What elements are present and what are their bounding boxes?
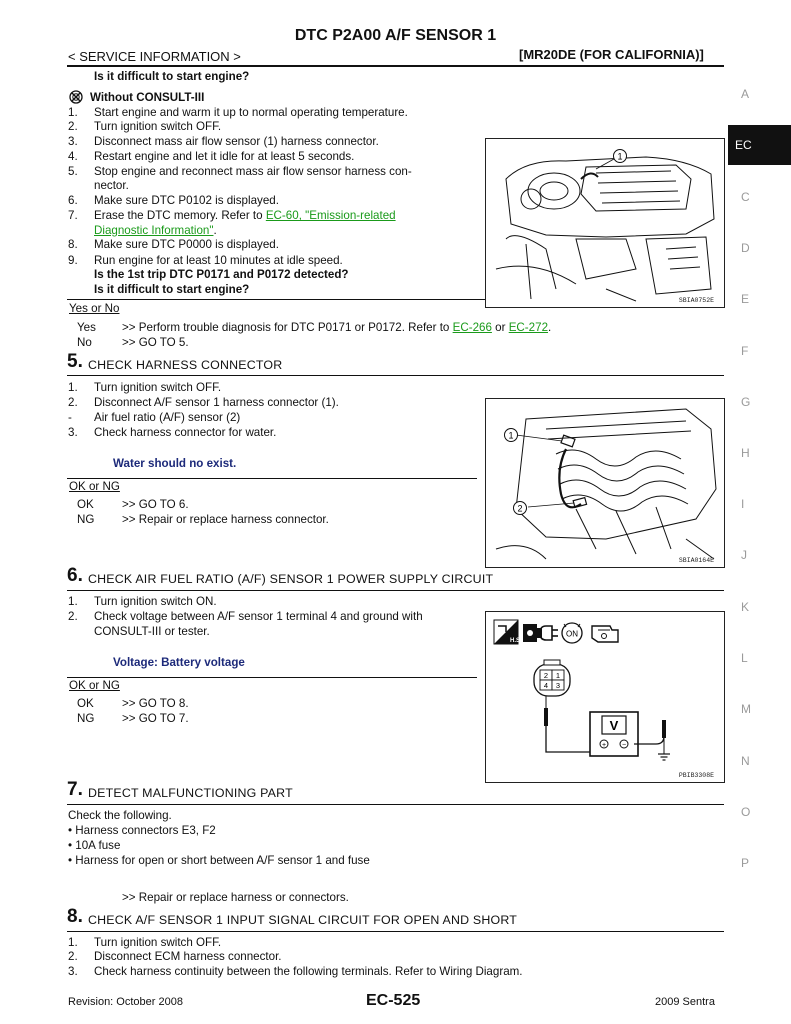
- sidebar-letter-p[interactable]: P: [741, 856, 750, 870]
- sidebar-letter-i[interactable]: I: [741, 497, 745, 511]
- step6-ng-label: NG: [77, 712, 95, 725]
- step6-title: CHECK AIR FUEL RATIO (A/F) SENSOR 1 POWER SUPPLY CIRCUIT: [88, 572, 494, 586]
- link-ec-60[interactable]: EC-60, "Emission-related: [265, 209, 396, 222]
- intro-step-2: 2. Turn ignition switch OFF.: [68, 120, 222, 133]
- svg-text:4: 4: [543, 681, 549, 690]
- figure-code: SBIA0752E: [678, 297, 714, 304]
- sidebar-letter-g[interactable]: G: [741, 395, 751, 409]
- sidebar-letter-o[interactable]: O: [741, 805, 751, 819]
- model-label: [MR20DE (FOR CALIFORNIA)]: [519, 47, 704, 62]
- sidebar-letter-n[interactable]: N: [741, 754, 750, 768]
- step5-line-3: - Air fuel ratio (A/F) sensor (2): [68, 411, 241, 424]
- header-rule: [67, 65, 724, 67]
- step6-line-2: 2. Check voltage between A/F sensor 1 terminal 4 and ground with: [68, 610, 423, 623]
- step8-line-1: 1. Turn ignition switch OFF.: [68, 936, 222, 949]
- sidebar-letter-a[interactable]: A: [741, 87, 750, 101]
- intro-step-8: 8. Make sure DTC P0000 is displayed.: [68, 238, 279, 251]
- ground-symbol: [658, 754, 670, 760]
- svg-text:2: 2: [543, 671, 549, 680]
- link-ec-272[interactable]: EC-272: [508, 321, 549, 334]
- figure-code: PBIB3308E: [678, 772, 714, 779]
- sidebar-letter-l[interactable]: L: [741, 651, 748, 665]
- step7-intro: Check the following.: [68, 809, 172, 822]
- step6-ng-result: >> GO TO 7.: [122, 712, 189, 725]
- step5-result-header: OK or NG: [69, 480, 120, 493]
- engine-bay-illustration: [486, 139, 724, 307]
- step5-line-1: 1. Turn ignition switch OFF.: [68, 381, 222, 394]
- step8-rule: [67, 931, 724, 932]
- link-ec-60-cont[interactable]: Diagnostic Information": [94, 224, 214, 237]
- intro-step-1: 1. Start engine and warm it up to normal operating temperature.: [68, 106, 408, 119]
- no-result: >> GO TO 5.: [122, 336, 189, 349]
- step6-line-3: CONSULT-III or tester.: [94, 625, 210, 638]
- sidebar-letter-e[interactable]: E: [741, 292, 750, 306]
- svg-text:−: −: [621, 741, 627, 749]
- step5-title: CHECK HARNESS CONNECTOR: [88, 358, 283, 372]
- sidebar-letter-c[interactable]: C: [741, 190, 750, 204]
- step8-line-3: 3. Check harness continuity between the following terminals. Refer to Wiring Diagram.: [68, 965, 523, 978]
- step8-line-2: 2. Disconnect ECM harness connector.: [68, 950, 282, 963]
- step8-title: CHECK A/F SENSOR 1 INPUT SIGNAL CIRCUIT FOR OPEN AND SHORT: [88, 913, 518, 927]
- intro-q2: Is it difficult to start engine?: [94, 283, 250, 296]
- intro-step-4: 4. Restart engine and let it idle for at least 5 seconds.: [68, 150, 355, 163]
- step5-ng-result: >> Repair or replace harness connector.: [122, 513, 329, 526]
- manifold-illustration: [486, 399, 724, 567]
- step5-ok-label: OK: [77, 498, 94, 511]
- sidebar-tab-ec-label: EC: [735, 138, 752, 152]
- intro-question: Is it difficult to start engine?: [94, 70, 250, 83]
- engine-icon: [592, 626, 618, 642]
- sidebar-letter-j[interactable]: J: [741, 548, 747, 562]
- callout-1: 1: [617, 151, 623, 162]
- step6-spec: Voltage: Battery voltage: [113, 656, 245, 669]
- figure-code: SBIA0164E: [678, 557, 714, 564]
- svg-text:V: V: [609, 718, 619, 733]
- sidebar-letter-d[interactable]: D: [741, 241, 750, 255]
- plug-icon: [540, 626, 558, 640]
- sidebar-letter-f[interactable]: F: [741, 344, 749, 358]
- svg-text:1: 1: [555, 671, 561, 680]
- step6-rule: [67, 590, 724, 591]
- step7-rule: [67, 804, 724, 805]
- callout-2: 2: [517, 503, 523, 514]
- sidebar-letter-k[interactable]: K: [741, 600, 750, 614]
- step6-ok-result: >> GO TO 8.: [122, 697, 189, 710]
- step6-result-header: OK or NG: [69, 679, 120, 692]
- svg-text:3: 3: [555, 681, 561, 690]
- step8-number: 8.: [67, 906, 83, 927]
- yes-no-header: Yes or No: [69, 302, 120, 315]
- intro-q1: Is the 1st trip DTC P0171 and P0172 detected?: [94, 268, 349, 281]
- connector-icon: [523, 624, 542, 642]
- step5-rule: [67, 375, 724, 376]
- step5-ng-label: NG: [77, 513, 95, 526]
- step7-bullet-1: • Harness connectors E3, F2: [68, 824, 216, 837]
- step7-bullet-3: • Harness for open or short between A/F sensor 1 and fuse: [68, 854, 370, 867]
- step7-result: >> Repair or replace harness or connectors.: [122, 891, 349, 904]
- intro-step-5: 5. Stop engine and reconnect mass air flow sensor harness con-: [68, 165, 412, 178]
- voltmeter: [590, 712, 638, 756]
- hs-connector-icon: [494, 620, 522, 644]
- section-label: < SERVICE INFORMATION >: [68, 49, 241, 64]
- step5-number: 5.: [67, 351, 83, 372]
- figure-af-sensor-connector: [485, 398, 725, 568]
- intro-step-9: 9. Run engine for at least 10 minutes at idle speed.: [68, 254, 343, 267]
- svg-text:ON: ON: [566, 629, 578, 639]
- step5-ok-result: >> GO TO 6.: [122, 498, 189, 511]
- intro-step-3: 3. Disconnect mass air flow sensor (1) harness connector.: [68, 135, 379, 148]
- svg-text:+: +: [601, 742, 607, 749]
- voltage-test-diagram: [486, 612, 724, 782]
- footer-page-number: EC-525: [366, 992, 421, 1009]
- step6-ok-label: OK: [77, 697, 94, 710]
- figure-voltage-test: [485, 611, 725, 783]
- step6-line-1: 1. Turn ignition switch ON.: [68, 595, 217, 608]
- step6-number: 6.: [67, 565, 83, 586]
- svg-text:H.S.: H.S.: [510, 638, 522, 644]
- yes-result: >> Perform trouble diagnosis for DTC P0171 or P0172. Refer to EC-266 or EC-272.: [122, 321, 552, 334]
- sidebar-letter-m[interactable]: M: [741, 702, 751, 716]
- figure-maf-sensor: [485, 138, 725, 308]
- step7-number: 7.: [67, 779, 83, 800]
- step6-result-rule: [67, 677, 477, 678]
- intro-step-7: 7. Erase the DTC memory. Refer to EC-60, "Emission-related: [68, 209, 396, 222]
- intro-step-6: 6. Make sure DTC P0102 is displayed.: [68, 194, 279, 207]
- step5-line-4: 3. Check harness connector for water.: [68, 426, 277, 439]
- page-title: DTC P2A00 A/F SENSOR 1: [294, 27, 497, 44]
- ignition-on-icon: [562, 623, 582, 643]
- sidebar-letter-h[interactable]: H: [741, 446, 750, 460]
- callout-1: 1: [508, 430, 514, 441]
- link-ec-266[interactable]: EC-266: [452, 321, 492, 334]
- sensor-connector: [534, 660, 570, 696]
- step5-line-2: 2. Disconnect A/F sensor 1 harness connector (1).: [68, 396, 339, 409]
- intro-step-5-cont: nector.: [94, 179, 129, 192]
- no-label: No: [77, 336, 92, 349]
- step5-result-rule: [67, 478, 477, 479]
- yes-label: Yes: [77, 321, 96, 334]
- step7-title: DETECT MALFUNCTIONING PART: [88, 786, 293, 800]
- intro-step-7-cont: Diagnostic Information".: [94, 224, 217, 237]
- step7-bullet-2: • 10A fuse: [68, 839, 121, 852]
- without-consult-label: Without CONSULT-III: [90, 91, 205, 104]
- footer-revision: Revision: October 2008: [68, 996, 183, 1008]
- footer-vehicle: 2009 Sentra: [655, 996, 715, 1008]
- step5-spec: Water should no exist.: [113, 457, 237, 470]
